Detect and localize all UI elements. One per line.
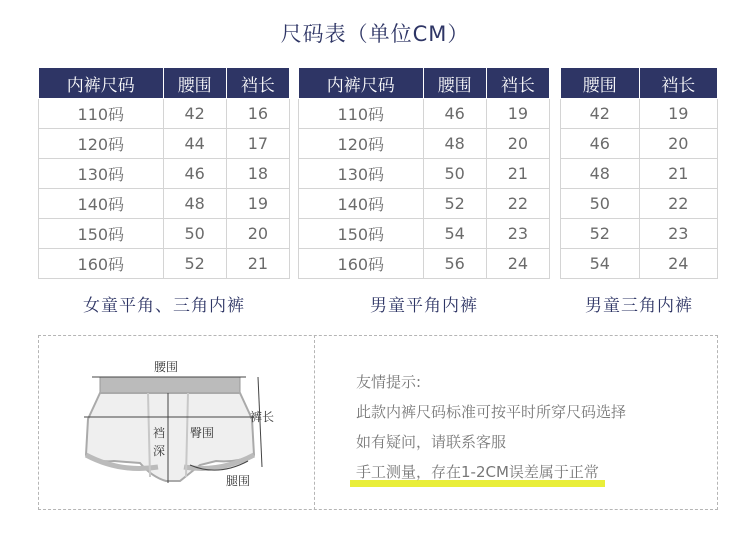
- column-header: 内裤尺码: [39, 68, 164, 99]
- label-waist: 腰围: [154, 360, 179, 374]
- table-cell: 18: [226, 159, 289, 189]
- column-header: 裆长: [639, 68, 718, 99]
- table-cell: 46: [423, 99, 486, 129]
- table-cell: 20: [486, 129, 549, 159]
- table-cell: 21: [639, 159, 718, 189]
- table-cell: 160码: [39, 249, 164, 279]
- table-cell: 46: [163, 159, 226, 189]
- table-cell: 160码: [299, 249, 424, 279]
- waistband-shape: [100, 377, 240, 393]
- table-row: [561, 249, 718, 279]
- column-header: 内裤尺码: [299, 68, 424, 99]
- page-title: 尺码表（单位CM）: [280, 22, 470, 46]
- table-row: [299, 129, 550, 159]
- table-row: [299, 219, 550, 249]
- table-cell: 140码: [39, 189, 164, 219]
- label-leg: 腿围: [226, 474, 251, 488]
- table-cell: 120码: [299, 129, 424, 159]
- column-header: 腰围: [561, 68, 640, 99]
- table-row: [299, 99, 550, 129]
- table-header-row: [39, 68, 290, 99]
- caption-boys-boxer: 男童平角内裤: [370, 296, 478, 316]
- table-row: [39, 159, 290, 189]
- table-cell: 22: [486, 189, 549, 219]
- table-cell: 24: [639, 249, 718, 279]
- table-cell: 50: [423, 159, 486, 189]
- table-row: [39, 99, 290, 129]
- table-cell: 56: [423, 249, 486, 279]
- column-header: 裆长: [486, 68, 549, 99]
- table-cell: 52: [163, 249, 226, 279]
- table-header-row: [299, 68, 550, 99]
- table-cell: 120码: [39, 129, 164, 159]
- table-row: [299, 159, 550, 189]
- table-cell: 140码: [299, 189, 424, 219]
- table-row: [39, 189, 290, 219]
- tips-block: [356, 371, 626, 491]
- column-header: 裆长: [226, 68, 289, 99]
- table-cell: 48: [423, 129, 486, 159]
- table-cell: 48: [163, 189, 226, 219]
- table-cell: 150码: [39, 219, 164, 249]
- briefs-outline: [86, 393, 254, 481]
- table-cell: 23: [486, 219, 549, 249]
- size-table-boys-boxer: [298, 67, 550, 279]
- table-row: [39, 219, 290, 249]
- table-row: [561, 219, 718, 249]
- tips-line-3-wrap: [356, 461, 626, 491]
- table-cell: 110码: [39, 99, 164, 129]
- column-header: 腰围: [163, 68, 226, 99]
- table-row: [561, 129, 718, 159]
- measurement-diagram: [40, 337, 312, 507]
- table-cell: 24: [486, 249, 549, 279]
- table-cell: 19: [486, 99, 549, 129]
- table-cell: 150码: [299, 219, 424, 249]
- tips-line-2: 如有疑问，请联系客服: [356, 433, 507, 451]
- caption-girls: 女童平角、三角内裤: [83, 296, 245, 316]
- table-row: [299, 249, 550, 279]
- table-cell: 130码: [299, 159, 424, 189]
- size-table-girls: [38, 67, 290, 279]
- table-header-row: [561, 68, 718, 99]
- table-cell: 22: [639, 189, 718, 219]
- table-cell: 52: [423, 189, 486, 219]
- table-cell: 54: [561, 249, 640, 279]
- size-table-boys-brief: [560, 67, 718, 279]
- label-rise-2: 深: [153, 444, 166, 458]
- label-hip: 臀围: [190, 426, 215, 440]
- table-cell: 19: [639, 99, 718, 129]
- table-cell: 17: [226, 129, 289, 159]
- column-header: 腰围: [423, 68, 486, 99]
- table-cell: 42: [163, 99, 226, 129]
- table-cell: 20: [226, 219, 289, 249]
- table-cell: 42: [561, 99, 640, 129]
- table-cell: 54: [423, 219, 486, 249]
- table-row: [561, 189, 718, 219]
- table-cell: 23: [639, 219, 718, 249]
- panel-divider: [314, 335, 315, 510]
- table-cell: 50: [561, 189, 640, 219]
- label-length: 裤长: [250, 410, 275, 424]
- table-cell: 46: [561, 129, 640, 159]
- tips-line-1: 此款内裤尺码标准可按平时所穿尺码选择: [356, 403, 627, 421]
- table-cell: 21: [226, 249, 289, 279]
- table-cell: 110码: [299, 99, 424, 129]
- table-row: [561, 159, 718, 189]
- tips-heading: 友情提示:: [356, 373, 422, 391]
- table-row: [299, 189, 550, 219]
- table-cell: 16: [226, 99, 289, 129]
- caption-boys-brief: 男童三角内裤: [585, 296, 693, 316]
- table-cell: 130码: [39, 159, 164, 189]
- table-cell: 52: [561, 219, 640, 249]
- table-cell: 20: [639, 129, 718, 159]
- table-row: [39, 129, 290, 159]
- table-cell: 19: [226, 189, 289, 219]
- table-row: [561, 99, 718, 129]
- table-cell: 21: [486, 159, 549, 189]
- table-cell: 50: [163, 219, 226, 249]
- label-rise-1: 裆: [153, 426, 166, 440]
- table-row: [39, 249, 290, 279]
- tips-line-3: 手工测量，存在1-2CM误差属于正常: [356, 463, 599, 481]
- table-cell: 48: [561, 159, 640, 189]
- table-cell: 44: [163, 129, 226, 159]
